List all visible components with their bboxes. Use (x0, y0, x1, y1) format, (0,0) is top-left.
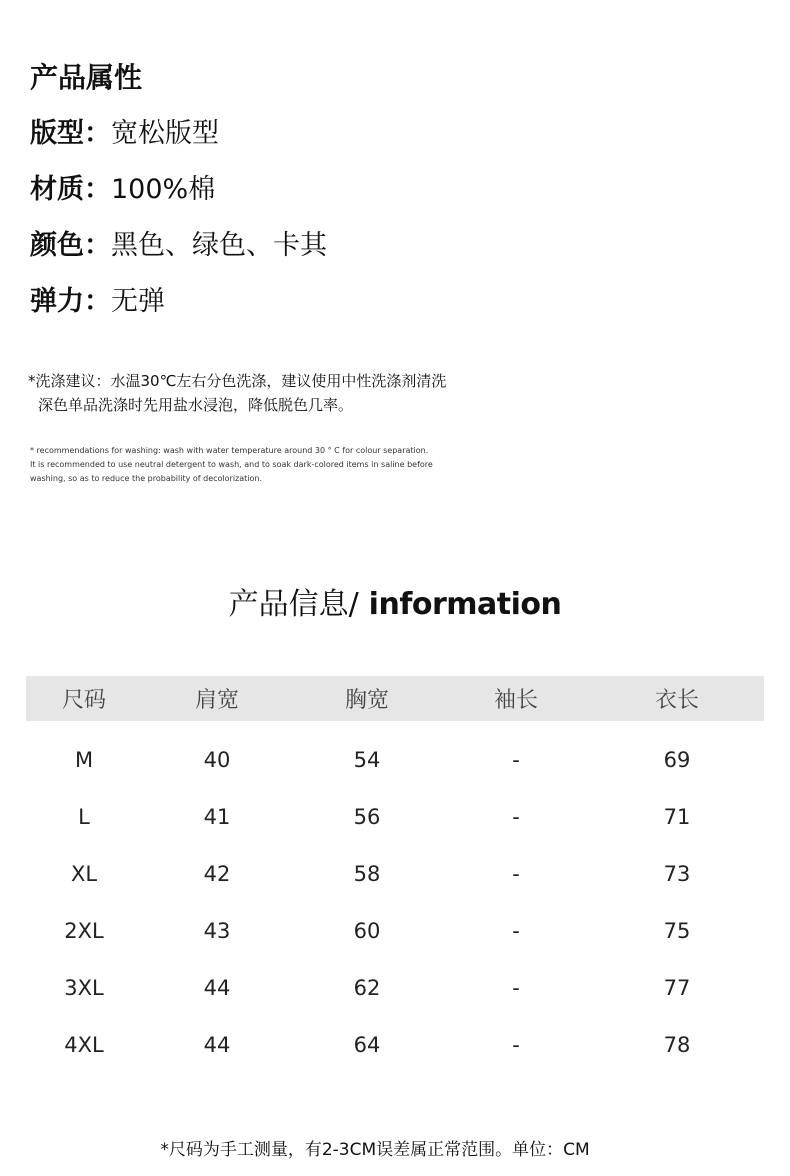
header-length: 衣长 (654, 688, 699, 713)
cell-size: 4XL (64, 1032, 104, 1057)
cell-length: 73 (663, 861, 691, 886)
cell-sleeve: - (512, 747, 520, 772)
cell-chest: 58 (353, 861, 381, 886)
cell-length: 75 (663, 918, 691, 943)
cell-chest: 64 (353, 1032, 381, 1057)
cell-shoulder: 44 (203, 1032, 231, 1057)
cell-size: L (78, 804, 90, 829)
attribute-color-value: 黑色、绿色、卡其 (111, 230, 327, 261)
table-row (26, 788, 764, 845)
attribute-elasticity-label: 弹力： (30, 286, 111, 317)
washing-advice-cn (28, 369, 446, 417)
cell-chest: 62 (353, 975, 381, 1000)
attribute-fit (30, 114, 219, 154)
cell-sleeve: - (512, 975, 520, 1000)
attribute-elasticity-value: 无弹 (111, 286, 165, 317)
size-table (26, 676, 764, 1073)
cell-shoulder: 43 (203, 918, 231, 943)
cell-size: M (74, 747, 94, 772)
table-row (26, 902, 764, 959)
attribute-fit-label: 版型： (30, 118, 111, 149)
cell-shoulder: 41 (203, 804, 231, 829)
product-info-heading-en: information (358, 587, 562, 622)
cell-chest: 56 (353, 804, 381, 829)
washing-advice-en-line1: * recommendations for washing: wash with water temperature around 30 ° C for colour separation. (30, 446, 429, 455)
washing-advice-cn-line2: 深色单品洗涤时先用盐水浸泡，降低脱色几率。 (38, 396, 354, 414)
attribute-fit-value: 宽松版型 (111, 118, 219, 149)
cell-size: 3XL (64, 975, 104, 1000)
measurement-footnote: *尺码为手工测量，有2-3CM误差属正常范围。单位：CM (160, 1140, 590, 1160)
header-size: 尺码 (61, 688, 106, 713)
attribute-material-label: 材质： (30, 174, 111, 205)
header-shoulder: 肩宽 (194, 688, 239, 713)
washing-advice-en-line2: It is recommended to use neutral detergent to wash, and to soak dark-colored items in saline before (30, 460, 433, 469)
attribute-color (30, 226, 327, 266)
cell-chest: 54 (353, 747, 381, 772)
cell-shoulder: 44 (203, 975, 231, 1000)
cell-size: XL (70, 861, 98, 886)
attribute-material (30, 170, 215, 210)
table-row (26, 845, 764, 902)
size-table-header-row (26, 676, 764, 721)
cell-sleeve: - (512, 861, 520, 886)
cell-size: 2XL (64, 918, 104, 943)
attributes-title: 产品属性 (30, 61, 143, 94)
attribute-material-value: 100%棉 (111, 174, 216, 205)
cell-length: 78 (663, 1032, 691, 1057)
cell-length: 77 (663, 975, 691, 1000)
header-chest: 胸宽 (344, 688, 389, 713)
washing-advice-en (30, 444, 433, 486)
table-row (26, 721, 764, 788)
table-row (26, 959, 764, 1016)
cell-shoulder: 40 (203, 747, 231, 772)
attribute-color-label: 颜色： (30, 230, 111, 261)
table-row (26, 1016, 764, 1073)
product-info-heading (0, 583, 790, 627)
cell-chest: 60 (353, 918, 381, 943)
cell-sleeve: - (512, 1032, 520, 1057)
cell-sleeve: - (512, 918, 520, 943)
cell-length: 69 (663, 747, 691, 772)
cell-shoulder: 42 (203, 861, 231, 886)
cell-sleeve: - (512, 804, 520, 829)
header-sleeve: 袖长 (493, 688, 538, 713)
washing-advice-cn-line1: *洗涤建议：水温30℃左右分色洗涤，建议使用中性洗涤剂清洗 (28, 372, 447, 390)
washing-advice-en-line3: washing, so as to reduce the probability of decolorization. (30, 474, 263, 483)
cell-length: 71 (663, 804, 691, 829)
attribute-elasticity (30, 282, 165, 322)
product-info-heading-cn: 产品信息/ (228, 587, 359, 622)
